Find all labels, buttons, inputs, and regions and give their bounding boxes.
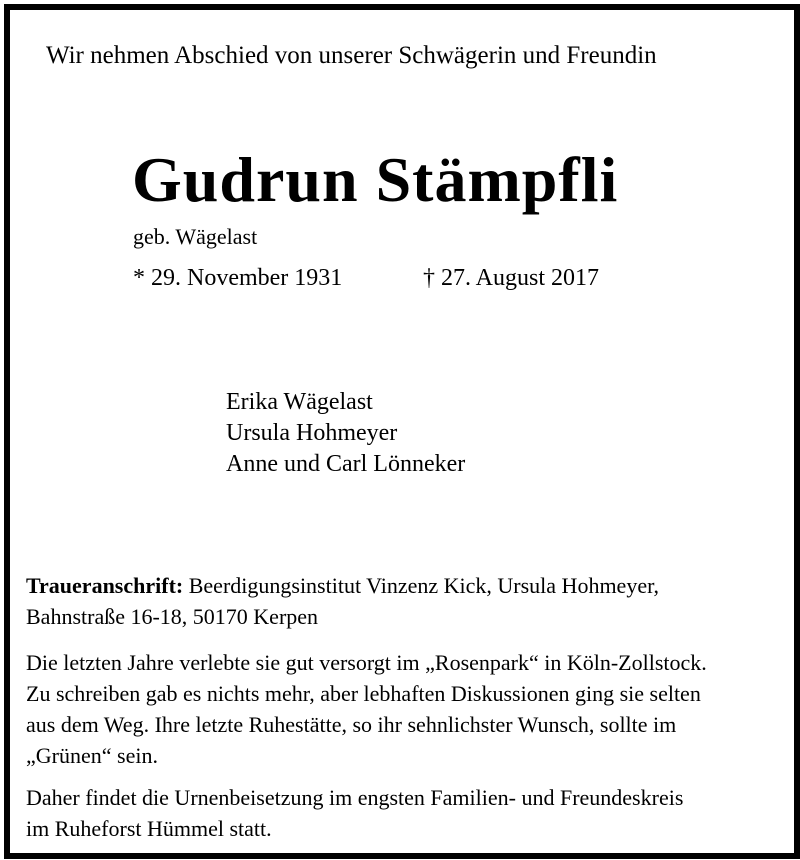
paragraph-line: aus dem Weg. Ihre letzte Ruhestätte, so ihr sehnlichster Wunsch, sollte im <box>26 712 677 737</box>
paragraph-line: „Grünen“ sein. <box>26 743 158 768</box>
address-line-2: Bahnstraße 16-18, 50170 Kerpen <box>26 604 319 629</box>
paragraph-line: Zu schreiben gab es nichts mehr, aber lebhaften Diskussionen ging sie selten <box>26 681 701 706</box>
death-date: † 27. August 2017 <box>423 265 600 291</box>
intro-line: Wir nehmen Abschied von unserer Schwägerin und Freundin <box>46 42 657 69</box>
paragraph-line: Daher findet die Urnenbeisetzung im engsten Familien- und Freundeskreis <box>26 785 684 810</box>
paragraph-line: im Ruheforst Hümmel statt. <box>26 816 272 841</box>
mourner-name: Anne und Carl Lönneker <box>226 451 466 477</box>
mourner-name: Erika Wägelast <box>226 389 373 415</box>
birth-date: * 29. November 1931 <box>133 265 343 291</box>
paragraph-line: Die letzten Jahre verlebte sie gut versorgt im „Rosenpark“ in Köln-Zollstock. <box>26 650 707 675</box>
deceased-name: Gudrun Stämpfli <box>132 144 619 215</box>
mourner-name: Ursula Hohmeyer <box>226 420 398 446</box>
address-line-1 <box>26 570 659 601</box>
address-label: Traueranschrift: <box>26 573 184 598</box>
mourners-list <box>226 387 465 480</box>
address-text-1: Beerdigungsinstitut Vinzenz Kick, Ursula Hohmeyer, <box>188 573 660 598</box>
paragraph-burial <box>26 782 683 844</box>
maiden-name: geb. Wägelast <box>133 224 258 249</box>
mourning-address <box>26 570 659 632</box>
paragraph-life <box>26 647 707 771</box>
